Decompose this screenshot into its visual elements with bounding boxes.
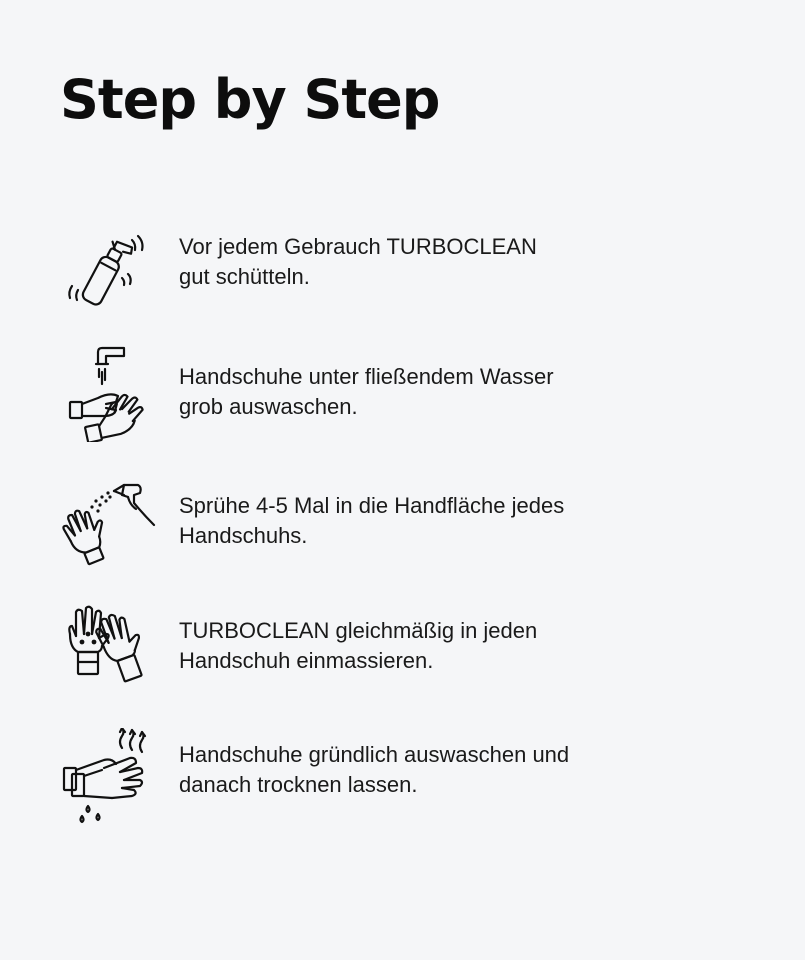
page-title: Step by Step	[60, 68, 440, 131]
step-2-text	[179, 362, 739, 422]
step-1-line-2: gut schütteln.	[179, 264, 310, 289]
step-3-line-2: Handschuhs.	[179, 523, 308, 548]
spray-glove-icon	[58, 475, 158, 575]
step-5	[58, 728, 758, 828]
step-4	[58, 604, 758, 704]
step-4-text	[179, 616, 739, 676]
step-2-line-1: Handschuhe unter fließendem Wasser	[179, 364, 554, 389]
step-5-line-1: Handschuhe gründlich auswaschen und	[179, 742, 570, 767]
step-4-line-2: Handschuh einmassieren.	[179, 648, 434, 673]
step-3-text	[179, 491, 739, 551]
step-5-line-2: danach trocknen lassen.	[179, 772, 418, 797]
step-3	[58, 475, 758, 575]
shake-spray-bottle-icon	[58, 226, 158, 326]
step-3-line-1: Sprühe 4-5 Mal in die Handfläche jedes	[179, 493, 565, 518]
step-1	[58, 226, 758, 326]
step-1-line-1: Vor jedem Gebrauch TURBOCLEAN	[179, 234, 537, 259]
massage-gloves-icon	[58, 604, 158, 704]
step-2-line-2: grob auswaschen.	[179, 394, 358, 419]
step-1-text	[179, 232, 739, 292]
wash-dry-gloves-icon	[58, 728, 158, 828]
step-2	[58, 342, 758, 442]
step-4-line-1: TURBOCLEAN gleichmäßig in jeden	[179, 618, 538, 643]
step-5-text	[179, 740, 739, 800]
tap-water-gloves-icon	[58, 342, 158, 442]
